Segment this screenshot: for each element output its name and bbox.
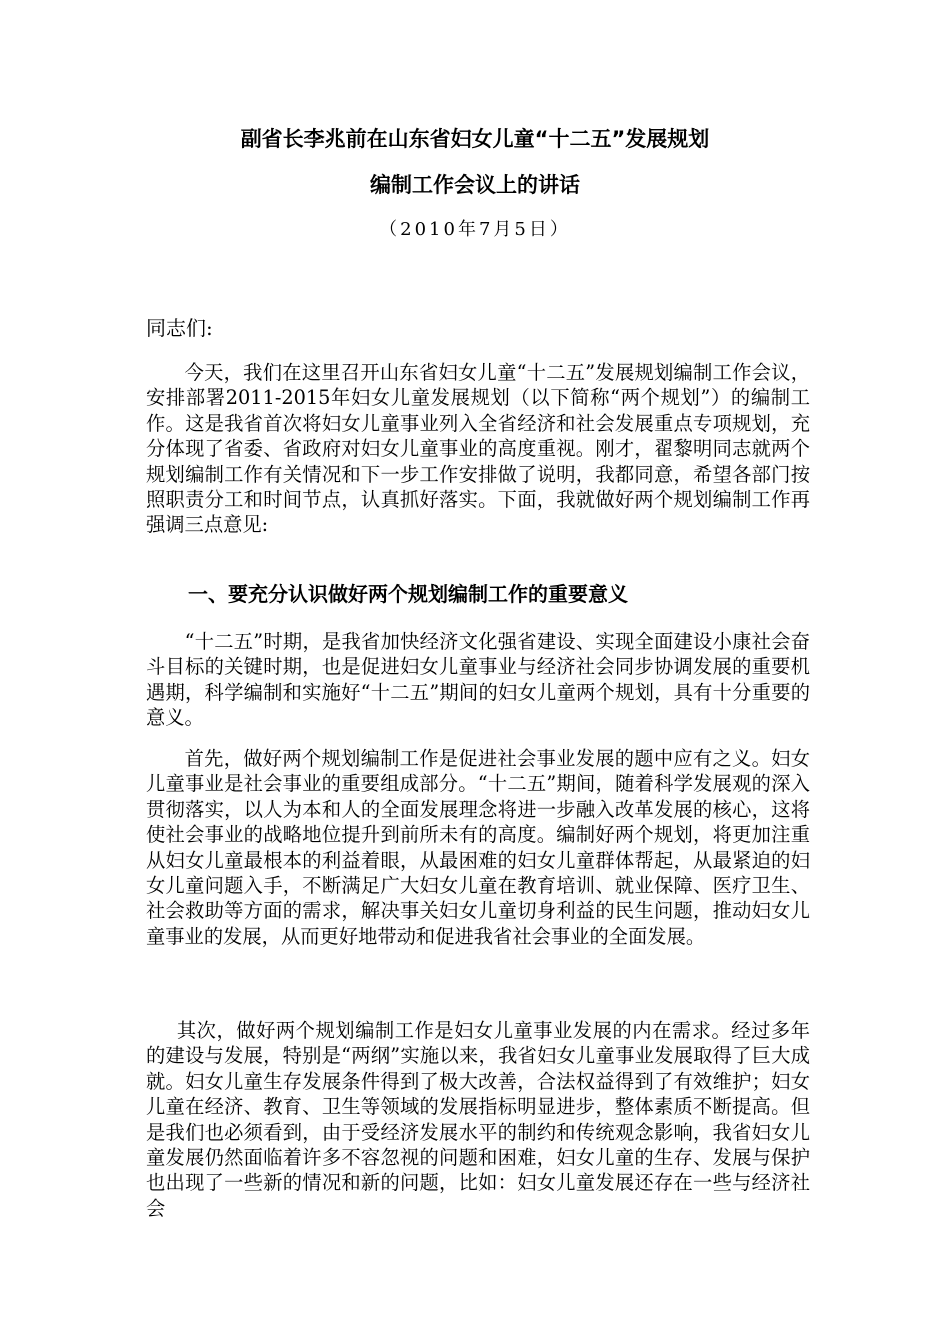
paragraph-introduction: 今天，我们在这里召开山东省妇女儿童“十二五”发展规划编制工作会议，安排部署2011-2015年妇女儿童发展规划（以下简称“两个规划”）的编制工作。这是我省首次将妇女儿童事业列入全省经济和社会发展重点专项规划，充分体现了省委、省政府对妇女儿童事业的高度重视。刚才，翟黎明同志就两个规划编制工作有关情况和下一步工作安排做了说明，我都同意，希望各部门按照职责分工和时间节点，认真抓好落实。下面，我就做好两个规划编制工作再强调三点意见:: [146, 361, 810, 537]
paragraph-significance: “十二五”时期，是我省加快经济文化强省建设、实现全面建设小康社会奋斗目标的关键时期，也是促进妇女儿童事业与经济社会同步协调发展的重要机遇期，科学编制和实施好“十二五”期间的妇女儿童两个规划，具有十分重要的意义。: [146, 630, 810, 730]
paragraph-first-point: 首先，做好两个规划编制工作是促进社会事业发展的题中应有之义。妇女儿童事业是社会事业的重要组成部分。“十二五”期间，随着科学发展观的深入贯彻落实，以人为本和人的全面发展理念将进一步融入改革发展的核心，这将使社会事业的战略地位提升到前所未有的高度。编制好两个规划，将更加注重从妇女儿童最根本的利益着眼，从最困难的妇女儿童群体帮起，从最紧迫的妇女儿童问题入手，不断满足广大妇女儿童在教育培训、就业保障、医疗卫生、社会救助等方面的需求，解决事关妇女儿童切身利益的民生问题，推动妇女儿童事业的发展，从而更好地带动和促进我省社会事业的全面发展。: [146, 747, 810, 948]
document-title-line-1: 副省长李兆前在山东省妇女儿童“十二五”发展规划: [240, 127, 710, 151]
speech-date: （2010年7月5日）: [379, 219, 571, 240]
paragraph-second-point: 其次，做好两个规划编制工作是妇女儿童事业发展的内在需求。经过多年的建设与发展，特别是“两纲”实施以来，我省妇女儿童事业发展取得了巨大成就。妇女儿童生存发展条件得到了极大改善，合法权益得到了有效维护；妇女儿童在经济、教育、卫生等领域的发展指标明显进步，整体素质不断提高。但是我们也必须看到，由于受经济发展水平的制约和传统观念影响，我省妇女儿童发展仍然面临着许多不容忽视的问题和困难，妇女儿童的生存、发展与保护也出现了一些新的情况和新的问题，比如：妇女儿童发展还存在一些与经济社会: [146, 1019, 810, 1220]
document-title-line-2: 编制工作会议上的讲话: [370, 173, 580, 197]
salutation: 同志们:: [146, 316, 213, 340]
section-heading-1: 一、要充分认识做好两个规划编制工作的重要意义: [188, 582, 628, 606]
